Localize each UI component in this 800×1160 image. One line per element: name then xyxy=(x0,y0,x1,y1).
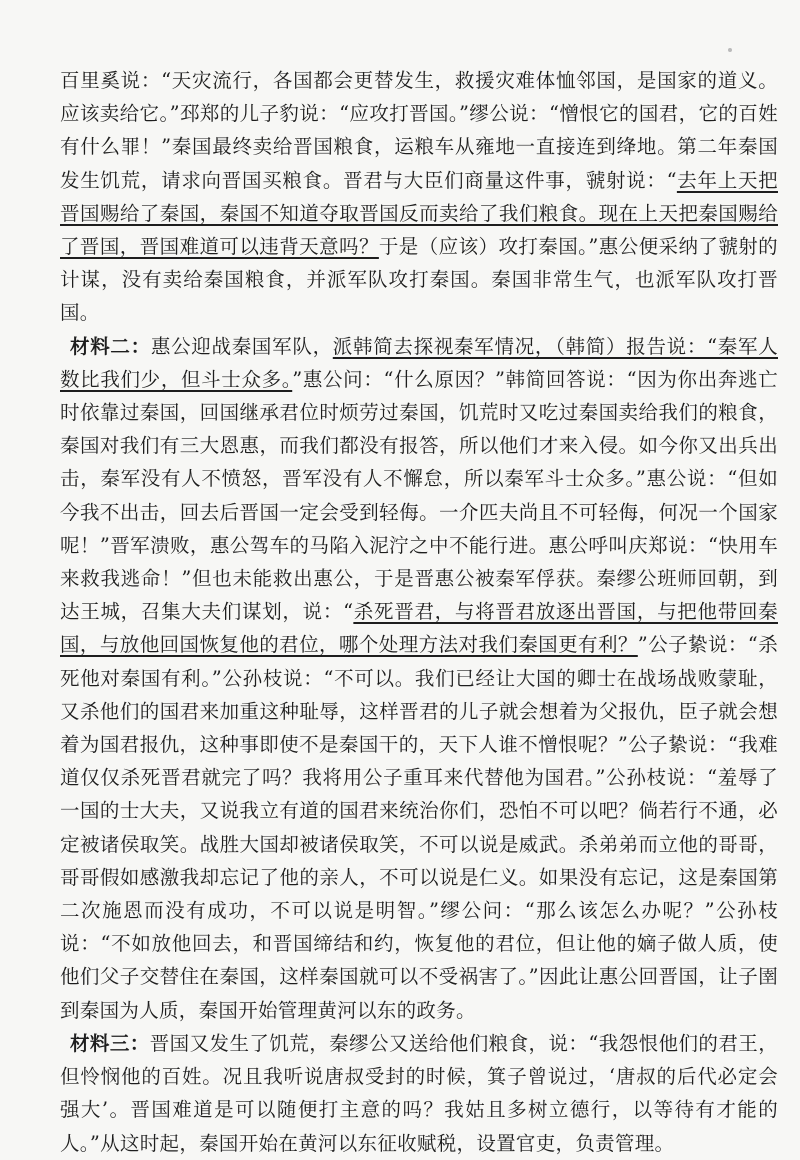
underlined-sentence-2: 派韩简去探视秦军情况，（韩简）报告说：“秦军人数比我们少，但斗士众多。 xyxy=(60,334,778,391)
material-3-heading: 材料三： xyxy=(70,1031,150,1055)
underlined-sentence-3: 杀死晋君，与将晋君放逐出晋国，与把他带回秦国，与放他回国恢复他的君位，哪个处理方法对我们秦国更有利？ xyxy=(60,600,778,657)
paragraph-1-text-b: 于是（应该）攻打秦国。”惠公便采纳了虢射的计谋，没有卖给秦国粮食，并派军队攻打秦国。秦国非常生气，也派军队攻打晋国。 xyxy=(60,235,778,325)
paragraph-2 xyxy=(60,330,778,1027)
scan-speck xyxy=(728,48,732,52)
paragraph-3-text: 晋国又发生了饥荒，秦缪公又送给他们粮食，说：“我怨恨他们的君王，但怜悯他的百姓。况且我听说唐叔受封的时候，箕子曾说过，‘唐叔的后代必定会强大’。晋国难道是可以随便打主意的吗？我姑且多树立德行，以等待有才能的人。”从这时起，秦国开始在黄河以东征收赋税，设置官吏，负责管理。 xyxy=(60,1031,778,1155)
paragraph-2-text-a: 惠公迎战秦国军队， xyxy=(150,334,333,358)
paragraph-2-text-b: ”惠公问：“什么原因？”韩简回答说：“因为你出奔逃亡时依靠过秦国，回国继承君位时烦劳过秦国，饥荒时又吃过秦国卖给我们的粮食，秦国对我们有三大恩惠，而我们都没有报答，所以他们才来入侵。如今你又出兵出击，秦军没有人不愤怒，晋军没有人不懈怠，所以秦军斗士众多。”惠公说：“但如今我不出击，回去后晋国一定会受到轻侮。一介匹夫尚且不可轻侮，何况一个国家呢！”晋军溃败，惠公驾车的马陷入泥泞之中不能行进。惠公呼叫庆郑说：“快用车来救我逃命！”但也未能救出惠公，于是晋惠公被秦军俘获。秦缪公班师回朝，到达王城，召集大夫们谋划，说：“ xyxy=(60,367,778,624)
paragraph-1 xyxy=(60,64,778,330)
paragraph-2-text-c: ”公子絷说：“杀死他对秦国有利。”公孙枝说：“不可以。我们已经让大国的卿士在战场战败蒙耻，又杀他们的国君来加重这种耻辱，这样晋君的儿子就会想着为父报仇，臣子就会想着为国君报仇，这种事即使不是秦国干的，天下人谁不憎恨呢？”公子絷说：“我难道仅仅杀死晋君就完了吗？我将用公子重耳来代替他为国君。”公孙枝说：“羞辱了一国的士大夫，又说我立有道的国君来统治你们，恐怕不可以吧？倘若行不通，必定被诸侯取笑。战胜大国却被诸侯取笑，不可以说是威武。杀弟弟而立他的哥哥，哥哥假如感激我却忘记了他的亲人，不可以说是仁义。如果没有忘记，这是秦国第二次施恩而没有成功，不可以说是明智。”缪公问：“那么该怎么办呢？”公孙枝说：“不如放他回去，和晋国缔结和约，恢复他的君位，但让他的嫡子做人质，使他们父子交替住在秦国，这样秦国就可以不受祸害了。”因此让惠公回晋国，让子圉到秦国为人质，秦国开始管理黄河以东的政务。 xyxy=(60,633,779,1022)
paragraph-3 xyxy=(60,1027,778,1160)
paragraph-1-text-a: 百里奚说：“天灾流行，各国都会更替发生，救援灾难体恤邻国，是国家的道义。应该卖给它。”邳郑的儿子豹说：“应攻打晋国。”缪公说：“憎恨它的国君，它的百姓有什么罪！”秦国最终卖给晋国粮食，运粮车从雍地一直接连到绛地。第二年秦国发生饥荒，请求向晋国买粮食。晋君与大臣们商量这件事，虢射说：“ xyxy=(60,69,778,192)
underlined-sentence-1: 去年上天把晋国赐给了秦国，秦国不知道夺取晋国反而卖给了我们粮食。现在上天把秦国赐给了晋国，晋国难道可以违背天意吗？ xyxy=(60,168,778,259)
material-2-heading: 材料二： xyxy=(70,334,151,358)
